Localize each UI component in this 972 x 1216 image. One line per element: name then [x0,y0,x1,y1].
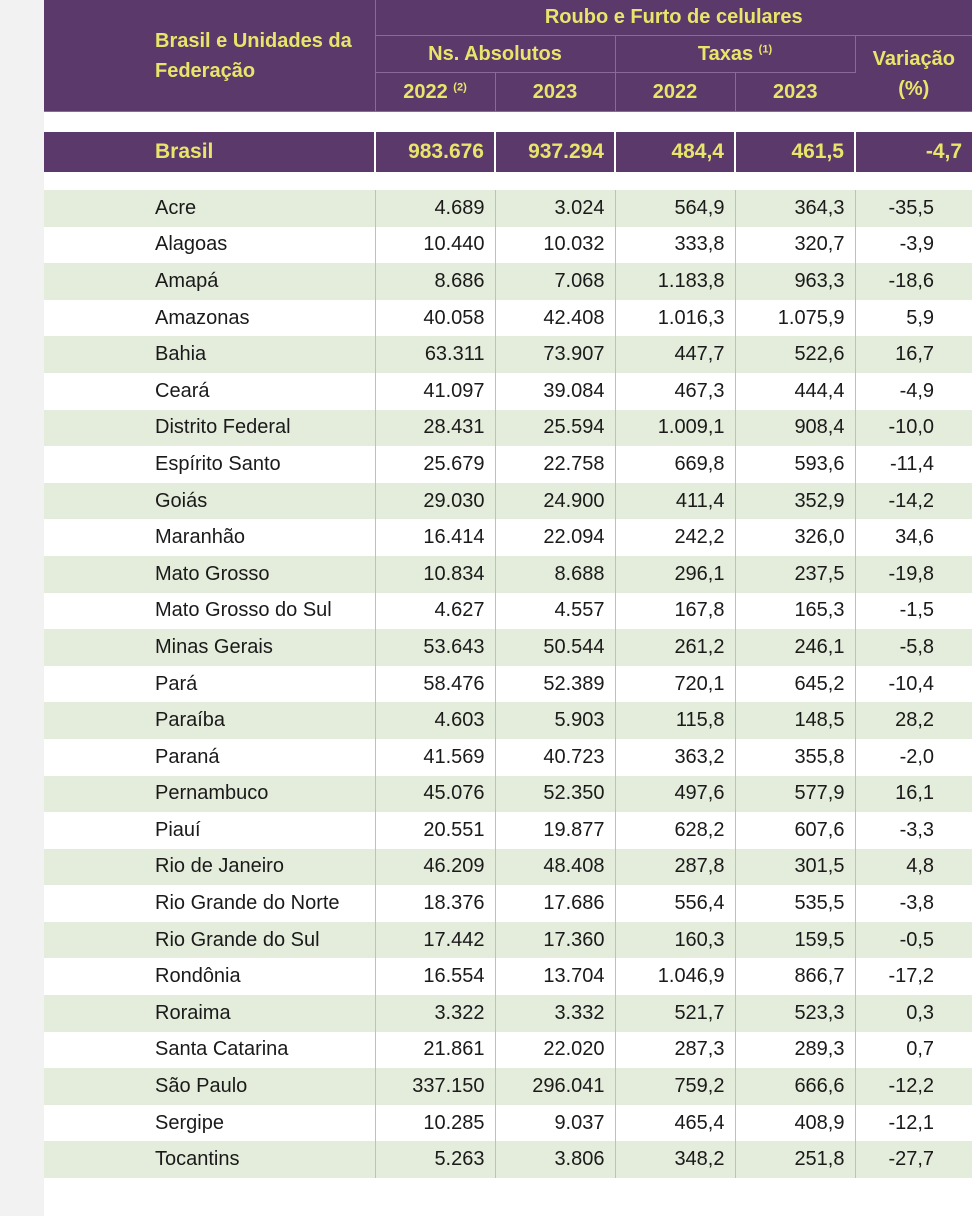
cell-abs-2023: 10.032 [495,227,615,264]
cell-variation: -1,5 [855,593,972,630]
cell-abs-2022: 5.263 [375,1141,495,1178]
cell-region: Goiás [44,483,375,520]
cell-region: Brasil [44,132,375,172]
cell-region: Acre [44,190,375,227]
cell-rate-2022: 628,2 [615,812,735,849]
cell-region: Rio Grande do Norte [44,885,375,922]
cell-region: Rondônia [44,958,375,995]
cell-variation: -3,3 [855,812,972,849]
cell-rate-2022: 1.183,8 [615,263,735,300]
column-header-abs-2022 [375,73,495,112]
cell-abs-2023: 17.686 [495,885,615,922]
cell-region: Mato Grosso [44,556,375,593]
cell-abs-2022: 16.414 [375,519,495,556]
cell-abs-2023: 4.557 [495,593,615,630]
table-row [44,519,972,556]
cell-abs-2023: 52.389 [495,666,615,703]
cell-rate-2022: 467,3 [615,373,735,410]
cell-region: Pernambuco [44,776,375,813]
cell-variation: -5,8 [855,629,972,666]
cell-rate-2022: 296,1 [615,556,735,593]
cell-abs-2022: 4.627 [375,593,495,630]
cell-region: Alagoas [44,227,375,264]
cell-variation: -27,7 [855,1141,972,1178]
cell-variation: -10,4 [855,666,972,703]
cell-rate-2022: 497,6 [615,776,735,813]
cell-rate-2023: 301,5 [735,849,855,886]
cell-abs-2023: 8.688 [495,556,615,593]
cell-abs-2023: 7.068 [495,263,615,300]
cell-rate-2023: 355,8 [735,739,855,776]
cell-rate-2023: 535,5 [735,885,855,922]
cell-abs-2022: 41.569 [375,739,495,776]
cell-rate-2023: 607,6 [735,812,855,849]
cell-variation: -2,0 [855,739,972,776]
cell-abs-2022: 28.431 [375,410,495,447]
cell-region: São Paulo [44,1068,375,1105]
table-row [44,556,972,593]
cell-rate-2022: 759,2 [615,1068,735,1105]
cell-abs-2022: 10.285 [375,1105,495,1142]
cell-region: Piauí [44,812,375,849]
cell-abs-2023: 39.084 [495,373,615,410]
cell-rate-2022: 521,7 [615,995,735,1032]
cell-region: Ceará [44,373,375,410]
cell-variation: 4,8 [855,849,972,886]
cell-abs-2022: 41.097 [375,373,495,410]
cell-rate-2022: 669,8 [615,446,735,483]
table-body [44,112,972,1179]
table-row [44,702,972,739]
cell-region: Distrito Federal [44,410,375,447]
cell-abs-2022: 17.442 [375,922,495,959]
cell-abs-2023: 48.408 [495,849,615,886]
cell-variation: -3,8 [855,885,972,922]
cell-rate-2023: 593,6 [735,446,855,483]
cell-region: Roraima [44,995,375,1032]
cell-variation: -19,8 [855,556,972,593]
cell-rate-2023: 326,0 [735,519,855,556]
cell-variation: 28,2 [855,702,972,739]
table-row [44,885,972,922]
rates-footnote: (1) [758,42,773,55]
cell-region: Santa Catarina [44,1032,375,1069]
cell-rate-2023: 1.075,9 [735,300,855,337]
cell-rate-2022: 556,4 [615,885,735,922]
table-row [44,922,972,959]
cell-variation: -3,9 [855,227,972,264]
cell-region: Espírito Santo [44,446,375,483]
table-row [44,190,972,227]
cell-rate-2023: 352,9 [735,483,855,520]
cell-rate-2023: 320,7 [735,227,855,264]
cell-variation: -11,4 [855,446,972,483]
table-row [44,410,972,447]
table-row [44,1068,972,1105]
cell-abs-2023: 52.350 [495,776,615,813]
cell-rate-2022: 411,4 [615,483,735,520]
cell-abs-2022: 983.676 [375,132,495,172]
table-header [44,0,972,112]
cell-abs-2022: 40.058 [375,300,495,337]
cell-abs-2022: 25.679 [375,446,495,483]
cell-rate-2023: 645,2 [735,666,855,703]
cell-abs-2023: 3.332 [495,995,615,1032]
cell-rate-2023: 444,4 [735,373,855,410]
table-row [44,336,972,373]
table-row [44,629,972,666]
column-header-rate-2022: 2022 [615,73,735,112]
table-row [44,995,972,1032]
cell-rate-2023: 522,6 [735,336,855,373]
cell-abs-2022: 4.603 [375,702,495,739]
rates-label: Taxas [697,42,754,65]
cell-abs-2023: 5.903 [495,702,615,739]
cell-variation: -17,2 [855,958,972,995]
cell-variation: -4,9 [855,373,972,410]
cell-abs-2023: 3.024 [495,190,615,227]
cell-rate-2023: 523,3 [735,995,855,1032]
cell-rate-2022: 333,8 [615,227,735,264]
cell-abs-2022: 45.076 [375,776,495,813]
table-row [44,1141,972,1178]
cell-rate-2023: 364,3 [735,190,855,227]
cell-rate-2022: 242,2 [615,519,735,556]
cell-variation: -12,2 [855,1068,972,1105]
cell-rate-2023: 159,5 [735,922,855,959]
column-header-region: Brasil e Unidades da Federação [44,0,375,112]
cell-region: Minas Gerais [44,629,375,666]
cell-variation: 16,1 [855,776,972,813]
cell-abs-2023: 25.594 [495,410,615,447]
cell-abs-2022: 3.322 [375,995,495,1032]
cell-abs-2022: 46.209 [375,849,495,886]
stats-table [44,0,972,1178]
header-group-rates [615,36,855,73]
cell-variation: -4,7 [855,132,972,172]
cell-rate-2022: 1.046,9 [615,958,735,995]
column-header-variation: Variação (%) [855,36,972,112]
cell-abs-2023: 22.758 [495,446,615,483]
cell-rate-2023: 251,8 [735,1141,855,1178]
cell-rate-2022: 348,2 [615,1141,735,1178]
header-group-absolute: Ns. Absolutos [375,36,615,73]
cell-abs-2023: 17.360 [495,922,615,959]
cell-variation: -35,5 [855,190,972,227]
cell-region: Amapá [44,263,375,300]
cell-variation: 0,3 [855,995,972,1032]
cell-abs-2023: 296.041 [495,1068,615,1105]
cell-variation: 16,7 [855,336,972,373]
table-row [44,300,972,337]
cell-variation: -0,5 [855,922,972,959]
cell-rate-2022: 115,8 [615,702,735,739]
cell-abs-2023: 3.806 [495,1141,615,1178]
cell-abs-2023: 13.704 [495,958,615,995]
cell-abs-2022: 53.643 [375,629,495,666]
table-row [44,1032,972,1069]
cell-abs-2023: 42.408 [495,300,615,337]
cell-abs-2022: 10.440 [375,227,495,264]
cell-abs-2022: 18.376 [375,885,495,922]
column-header-rate-2023: 2023 [735,73,855,112]
cell-abs-2022: 63.311 [375,336,495,373]
table-row [44,739,972,776]
cell-abs-2022: 10.834 [375,556,495,593]
cell-rate-2023: 577,9 [735,776,855,813]
table-row [44,483,972,520]
cell-abs-2023: 40.723 [495,739,615,776]
cell-abs-2022: 21.861 [375,1032,495,1069]
cell-region: Pará [44,666,375,703]
cell-abs-2023: 22.020 [495,1032,615,1069]
cell-region: Mato Grosso do Sul [44,593,375,630]
cell-rate-2023: 246,1 [735,629,855,666]
cell-abs-2023: 937.294 [495,132,615,172]
header-group-main: Roubo e Furto de celulares [375,0,972,36]
cell-region: Amazonas [44,300,375,337]
cell-variation: -14,2 [855,483,972,520]
cell-rate-2022: 160,3 [615,922,735,959]
cell-region: Paraíba [44,702,375,739]
cell-rate-2023: 408,9 [735,1105,855,1142]
cell-abs-2023: 50.544 [495,629,615,666]
cell-region: Tocantins [44,1141,375,1178]
cell-rate-2023: 666,6 [735,1068,855,1105]
table-sheet [44,0,972,1216]
cell-abs-2022: 58.476 [375,666,495,703]
table-row [44,812,972,849]
cell-rate-2022: 287,3 [615,1032,735,1069]
cell-rate-2023: 963,3 [735,263,855,300]
cell-rate-2023: 289,3 [735,1032,855,1069]
table-row [44,263,972,300]
cell-abs-2023: 73.907 [495,336,615,373]
table-row [44,593,972,630]
cell-rate-2022: 1.016,3 [615,300,735,337]
table-row [44,958,972,995]
cell-region: Rio Grande do Sul [44,922,375,959]
cell-variation: 5,9 [855,300,972,337]
cell-abs-2022: 29.030 [375,483,495,520]
cell-region: Paraná [44,739,375,776]
cell-abs-2022: 16.554 [375,958,495,995]
cell-rate-2022: 564,9 [615,190,735,227]
year-label: 2022 [403,80,448,103]
table-row [44,849,972,886]
cell-region: Bahia [44,336,375,373]
cell-abs-2023: 9.037 [495,1105,615,1142]
cell-abs-2022: 337.150 [375,1068,495,1105]
cell-variation: -10,0 [855,410,972,447]
cell-abs-2022: 4.689 [375,190,495,227]
cell-rate-2022: 167,8 [615,593,735,630]
column-header-abs-2023: 2023 [495,73,615,112]
cell-abs-2022: 20.551 [375,812,495,849]
cell-rate-2022: 1.009,1 [615,410,735,447]
cell-region: Rio de Janeiro [44,849,375,886]
year-footnote: (2) [453,80,467,93]
cell-abs-2023: 22.094 [495,519,615,556]
cell-abs-2022: 8.686 [375,263,495,300]
table-row-brasil [44,132,972,172]
cell-variation: -12,1 [855,1105,972,1142]
table-row [44,666,972,703]
cell-variation: -18,6 [855,263,972,300]
table-row [44,1105,972,1142]
cell-variation: 34,6 [855,519,972,556]
cell-rate-2023: 461,5 [735,132,855,172]
cell-rate-2023: 165,3 [735,593,855,630]
cell-region: Sergipe [44,1105,375,1142]
cell-region: Maranhão [44,519,375,556]
cell-rate-2022: 363,2 [615,739,735,776]
table-row [44,373,972,410]
cell-abs-2023: 19.877 [495,812,615,849]
cell-rate-2022: 720,1 [615,666,735,703]
cell-rate-2023: 908,4 [735,410,855,447]
cell-rate-2022: 484,4 [615,132,735,172]
cell-rate-2022: 465,4 [615,1105,735,1142]
cell-rate-2022: 261,2 [615,629,735,666]
table-row [44,446,972,483]
cell-rate-2023: 237,5 [735,556,855,593]
cell-rate-2023: 148,5 [735,702,855,739]
cell-rate-2022: 447,7 [615,336,735,373]
cell-rate-2022: 287,8 [615,849,735,886]
table-row [44,776,972,813]
cell-rate-2023: 866,7 [735,958,855,995]
table-row [44,227,972,264]
cell-variation: 0,7 [855,1032,972,1069]
cell-abs-2023: 24.900 [495,483,615,520]
